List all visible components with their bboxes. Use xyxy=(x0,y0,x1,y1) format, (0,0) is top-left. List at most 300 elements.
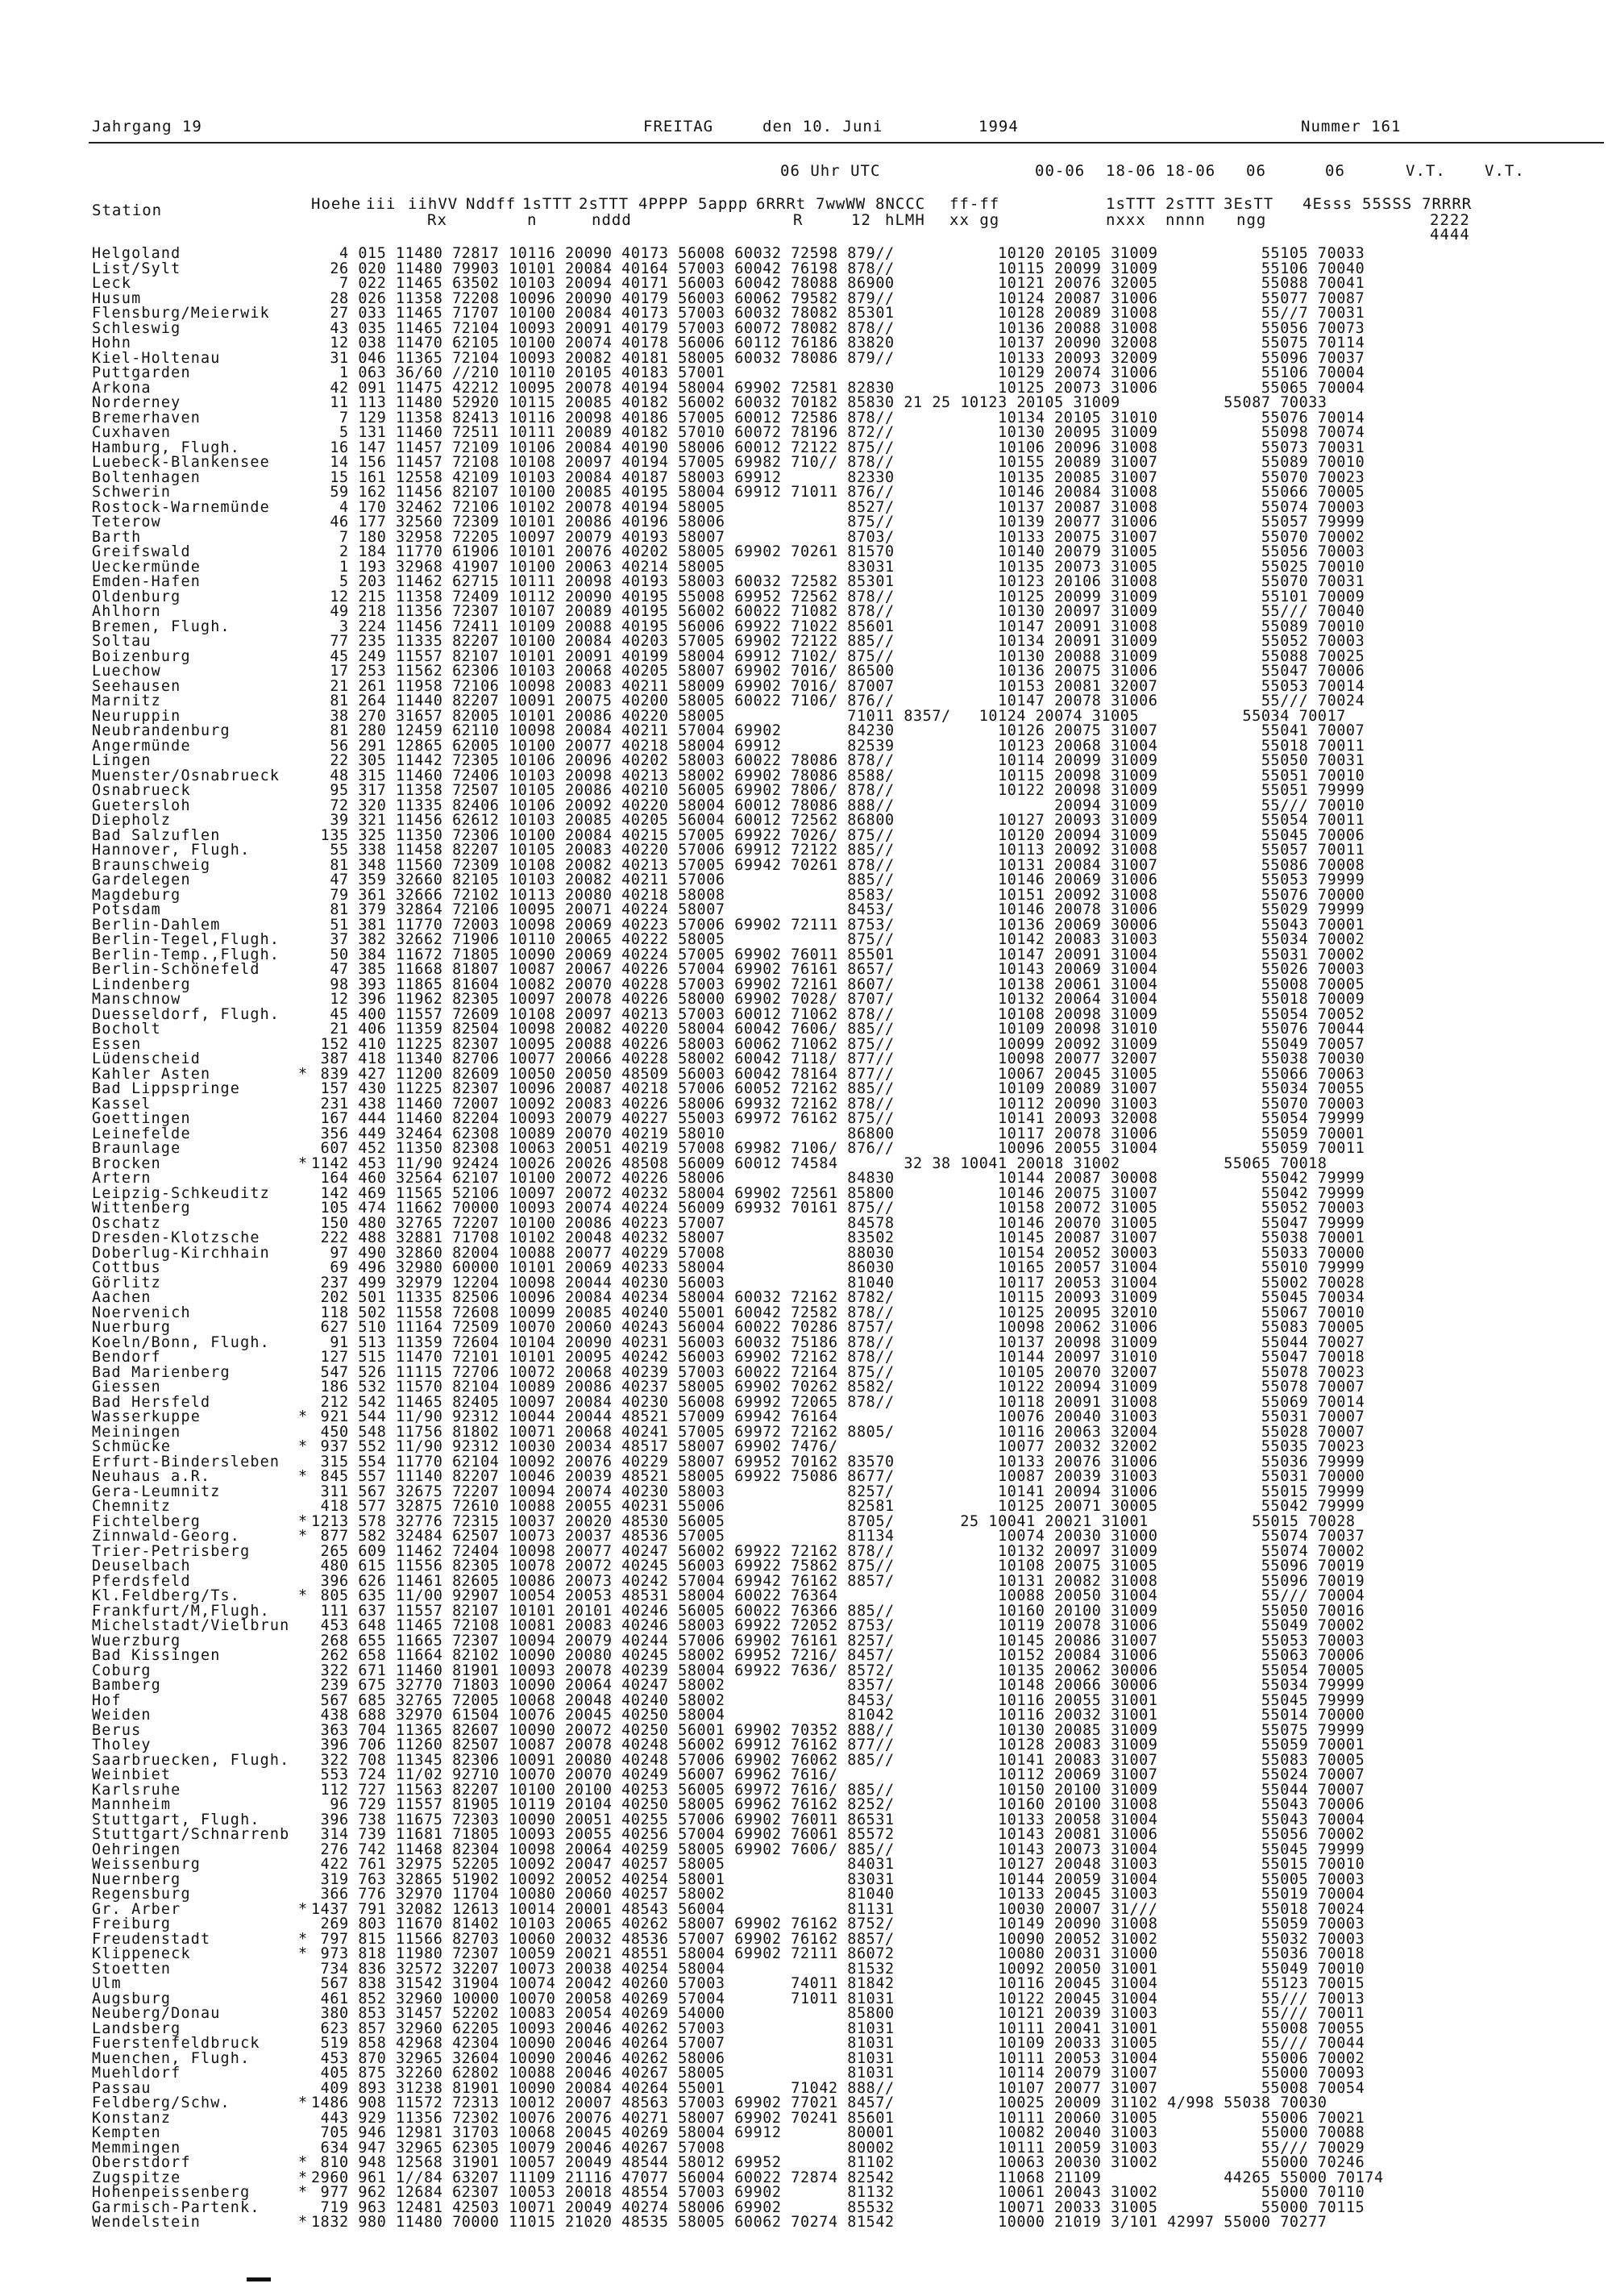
observation-values: 634 947 32965 62305 10079 20046 40267 57008 80002 10111 20059 31003 55/// 70029 xyxy=(311,2139,1365,2157)
station-name: Wuerzburg xyxy=(92,1632,181,1649)
table-row xyxy=(0,1410,1612,1425)
observation-values: 805 635 11/00 92907 10054 20053 48531 58004 60022 76364 10088 20050 31004 55/// 70004 xyxy=(311,1587,1365,1604)
observation-values: 111 637 11557 82107 10101 20101 40246 56005 60022 76366 885// 10160 20100 31009 55050 70016 xyxy=(311,1602,1365,1620)
station-name: Memmingen xyxy=(92,2139,181,2157)
station-name: Neuberg/Donau xyxy=(92,2005,221,2022)
observation-values: 7 180 32958 72205 10097 20079 40193 58007 8703/ 10133 20075 31007 55070 70002 xyxy=(311,528,1365,546)
station-name: Deuselbach xyxy=(92,1558,191,1574)
table-row xyxy=(0,813,1612,829)
table-row xyxy=(0,1499,1612,1515)
station-name: Manschnow xyxy=(92,991,181,1008)
table-row xyxy=(0,1619,1612,1634)
station-name: Fuerstenfeldbruck xyxy=(92,2035,260,2052)
table-row xyxy=(0,784,1612,799)
station-name: Teterow xyxy=(92,514,161,530)
station-name: Kahler Asten xyxy=(92,1065,211,1083)
col-4esss: 4Esss xyxy=(1302,195,1353,213)
col-3estt: 3EsTT xyxy=(1224,195,1274,213)
observation-values: 547 526 11115 72706 10072 20068 40239 57003 60022 72164 875// 10105 20070 32007 55078 70023 xyxy=(311,1363,1365,1381)
observation-values: 265 609 11462 72404 10098 20077 40247 56002 69922 72162 878// 10132 20097 31009 55074 70002 xyxy=(311,1542,1365,1560)
station-name: Doberlug-Kirchhain xyxy=(92,1244,270,1262)
station-name: Stuttgart, Flugh. xyxy=(92,1811,260,1828)
table-row xyxy=(0,2156,1612,2171)
table-row xyxy=(0,2007,1612,2022)
observation-values: 95 317 11358 72507 10105 20086 40210 56005 69902 7806/ 878// 10122 20098 31009 55051 79999 xyxy=(311,782,1365,799)
station-table xyxy=(0,247,1612,2231)
mountain-station-marker: * xyxy=(298,1468,308,1485)
observation-values: 72 320 11335 82406 10106 20092 40220 58004 60012 78086 888// 20094 31009 55/// 70010 xyxy=(311,797,1365,814)
observation-time-label: 06 Uhr UTC xyxy=(780,162,881,180)
station-name: Luebeck-Blankensee xyxy=(92,454,270,471)
table-row xyxy=(0,247,1612,262)
observation-values: 97 490 32860 82004 10088 20077 40229 57008 88030 10154 20052 30003 55033 70000 xyxy=(311,1244,1365,1262)
table-row xyxy=(0,1350,1612,1366)
observation-values: 810 948 12568 31901 10057 20049 48544 58012 69952 81102 10063 20030 31002 55000 70246 xyxy=(311,2154,1365,2171)
observation-values: 977 962 12684 62307 10053 20018 48554 57003 69902 81132 10061 20043 31002 55000 70110 xyxy=(311,2184,1365,2201)
station-name: Braunlage xyxy=(92,1140,181,1157)
station-name: Bremerhaven xyxy=(92,409,201,426)
station-name: Cottbus xyxy=(92,1259,161,1276)
observation-values: 314 739 11681 71805 10093 20055 40256 57004 69902 76061 85572 10143 20081 31006 55056 70002 xyxy=(311,1826,1365,1843)
table-row xyxy=(0,1171,1612,1187)
table-row xyxy=(0,1828,1612,1843)
table-row xyxy=(0,306,1612,322)
mountain-station-marker: * xyxy=(298,1438,308,1455)
period-label: 18-06 xyxy=(1165,162,1216,180)
table-row xyxy=(0,1678,1612,1694)
station-name: Pferdsfeld xyxy=(92,1572,191,1590)
observation-values: 14 156 11457 72108 10108 20097 40194 57005 69982 710// 878// 10155 20089 31007 55089 70010 xyxy=(311,454,1365,471)
col-55sss: 55SSS xyxy=(1362,195,1413,213)
station-name: Freiburg xyxy=(92,1915,172,1932)
station-name: Feldberg/Schw. xyxy=(92,2094,231,2111)
observation-values: 1486 908 11572 72313 10012 20007 48563 57003 69902 77021 8457/ 10025 20009 31102 4/998 55038 70030 xyxy=(311,2094,1327,2111)
station-name: Meiningen xyxy=(92,1423,181,1441)
col-1sttt-sub: n xyxy=(527,211,538,229)
table-row xyxy=(0,992,1612,1008)
table-row xyxy=(0,1321,1612,1336)
col-4pppp: 4PPPP xyxy=(638,195,689,213)
station-name: Bendorf xyxy=(92,1349,161,1366)
observation-values: 21 261 11958 72106 10098 20083 40211 58009 69902 7016/ 87007 10153 20081 32007 55053 70014 xyxy=(311,677,1365,695)
observation-values: 409 893 31238 81901 10090 20084 40264 55001 71042 888// 10107 20077 31007 55008 70054 xyxy=(311,2079,1365,2097)
station-name: Muehldorf xyxy=(92,2065,181,2082)
station-name: Oberstdorf xyxy=(92,2154,191,2171)
station-name: Ulm xyxy=(92,1975,122,1992)
station-name: Oldenburg xyxy=(92,588,181,605)
station-name: Artern xyxy=(92,1170,152,1187)
station-name: Frankfurt/M,Flugh. xyxy=(92,1602,270,1620)
table-row xyxy=(0,575,1612,590)
station-name: Arkona xyxy=(92,379,152,397)
station-name: Muenster/Osnabrueck xyxy=(92,767,280,784)
observation-values: 118 502 11558 72608 10099 20085 40240 55001 60042 72582 878// 10125 20095 32010 55067 70010 xyxy=(311,1304,1365,1321)
table-row xyxy=(0,1529,1612,1545)
observation-values: 7 022 11465 63502 10103 20094 40171 56003 60042 78088 86900 10121 20076 32005 55088 70041 xyxy=(311,275,1365,292)
col-1sttt-b-sub: nxxx xyxy=(1106,211,1146,229)
table-row xyxy=(0,1082,1612,1097)
observation-values: 22 305 11442 72305 10106 20096 40202 58003 60022 78086 878// 10114 20099 31009 55050 70031 xyxy=(311,752,1365,769)
table-row xyxy=(0,1559,1612,1574)
observation-values: 461 852 32960 10000 10070 20058 40269 57004 71011 81031 10122 20045 31004 55/// 70013 xyxy=(311,1990,1365,2007)
observation-values: 422 761 32975 52205 10092 20047 40257 58005 84031 10127 20048 31003 55015 70010 xyxy=(311,1856,1365,1873)
observation-values: 268 655 11665 72307 10094 20079 40244 57006 69902 76161 8257/ 10145 20086 31007 55053 70003 xyxy=(311,1632,1365,1649)
table-row xyxy=(0,754,1612,769)
col-7wwww: 7wwWW xyxy=(816,195,866,213)
observation-values: 69 496 32980 60000 10101 20069 40233 58004 86030 10165 20057 31004 55010 79999 xyxy=(311,1259,1365,1276)
col-2sttt: 2sTTT xyxy=(579,195,629,213)
station-name: Berus xyxy=(92,1721,142,1739)
station-name: Flensburg/Meierwik xyxy=(92,305,270,322)
station-name: Regensburg xyxy=(92,1886,191,1903)
observation-values: 43 035 11465 72104 10093 20091 40179 57003 60072 78082 878// 10136 20088 31008 55056 70073 xyxy=(311,319,1365,337)
station-name: Kempten xyxy=(92,2124,161,2141)
station-name: Koeln/Bonn, Flugh. xyxy=(92,1333,270,1351)
mountain-station-marker: * xyxy=(298,2214,308,2231)
year-label: 1994 xyxy=(978,118,1019,135)
observation-values: 7 129 11358 82413 10116 20098 40186 57005 60012 72586 878// 10134 20105 31010 55076 70014 xyxy=(311,409,1365,426)
station-name: List/Sylt xyxy=(92,260,181,277)
scan-edge-mark xyxy=(247,2277,271,2281)
station-name: Chemnitz xyxy=(92,1498,172,1515)
table-row xyxy=(0,1798,1612,1813)
observation-values: 1 193 32968 41907 10100 20063 40214 58005 83031 10135 20073 31005 55025 70010 xyxy=(311,558,1365,576)
station-name: Hamburg, Flugh. xyxy=(92,439,241,456)
observation-values: 366 776 32970 11704 10080 20060 40257 58002 81040 10133 20045 31003 55019 70004 xyxy=(311,1886,1365,1903)
observation-values: 31 046 11365 72104 10093 20082 40181 58005 60032 78086 879// 10133 20093 32009 55096 70037 xyxy=(311,349,1365,367)
observation-values: 11 113 11480 52920 10115 20085 40182 56002 60032 70182 85830 21 25 10123 20105 31009 55087 70033 xyxy=(311,394,1327,411)
station-name: Passau xyxy=(92,2079,152,2097)
observation-values: 56 291 12865 62005 10100 20077 40218 58004 69912 82539 10123 20068 31004 55018 70011 xyxy=(311,737,1365,755)
observation-values: 96 729 11557 81905 10119 20104 40250 58005 69962 76162 8252/ 10160 20100 31008 55043 70006 xyxy=(311,1796,1365,1813)
observation-values: 51 381 11770 72003 10098 20069 40223 57006 69902 72111 8753/ 10136 20069 30006 55043 70001 xyxy=(311,916,1365,934)
observation-values: 81 379 32864 72106 10095 20071 40224 58007 8453/ 10146 20078 31006 55029 79999 xyxy=(311,901,1365,918)
station-name: Hohenpeissenberg xyxy=(92,2184,251,2201)
observation-values: 150 480 32765 72207 10100 20086 40223 57007 84578 10146 20070 31005 55047 79999 xyxy=(311,1214,1365,1232)
col-8nccc-sub: hLMH xyxy=(885,211,925,229)
table-row xyxy=(0,1201,1612,1217)
station-name: Hof xyxy=(92,1691,122,1709)
observation-values: 319 763 32865 51902 10092 20052 40254 58001 83031 10144 20059 31004 55005 70003 xyxy=(311,1870,1365,1888)
observation-values: 202 501 11335 82506 10096 20084 40234 58004 60032 72162 8782/ 10115 20093 31009 55045 70034 xyxy=(311,1289,1365,1306)
table-row xyxy=(0,1887,1612,1903)
station-name: Zinnwald-Georg. xyxy=(92,1528,241,1545)
observation-values: 39 321 11456 62612 10103 20085 40205 56004 60012 72562 86800 10127 20093 31009 55054 70011 xyxy=(311,812,1365,829)
issue-number: Nummer 161 xyxy=(1301,118,1402,135)
table-row xyxy=(0,336,1612,351)
table-row xyxy=(0,2066,1612,2082)
observation-values: 405 875 32260 62802 10088 20046 40267 58005 81031 10114 20079 31007 55000 70093 xyxy=(311,2065,1365,2082)
observation-values: 450 548 11756 81802 10071 20068 40241 57005 69972 72162 8805/ 10116 20063 32004 55028 70007 xyxy=(311,1423,1365,1441)
table-row xyxy=(0,1291,1612,1306)
observation-values: 15 161 12558 42109 10103 20084 40187 58003 69912 82330 10135 20085 31007 55070 70023 xyxy=(311,468,1365,486)
observation-values: 839 427 11200 82609 10050 20050 48509 56003 60042 78164 877// 10067 20045 31005 55066 70063 xyxy=(311,1065,1365,1083)
observation-values: 396 738 11675 72303 10090 20051 40255 57006 69902 76011 86531 10133 20058 31004 55043 70004 xyxy=(311,1811,1365,1828)
table-row xyxy=(0,2126,1612,2141)
observation-values: 127 515 11470 72101 10101 20095 40242 56003 69902 72162 878// 10144 20097 31010 55047 70018 xyxy=(311,1349,1365,1366)
table-row xyxy=(0,455,1612,471)
observation-values: 49 218 11356 72307 10107 20089 40195 56002 60022 71082 878// 10130 20097 31009 55/// 70040 xyxy=(311,603,1365,620)
station-name: Goettingen xyxy=(92,1110,191,1127)
table-row xyxy=(0,277,1612,292)
mountain-station-marker: * xyxy=(298,1154,308,1172)
station-name: Bad Hersfeld xyxy=(92,1393,211,1411)
mountain-station-marker: * xyxy=(298,1945,308,1962)
station-name: Neuhaus a.R. xyxy=(92,1468,211,1485)
station-name: Osnabrueck xyxy=(92,782,191,799)
observation-values: 237 499 32979 12204 10098 20044 40230 56003 81040 10117 20053 31004 55002 70028 xyxy=(311,1274,1365,1292)
station-name: Wasserkuppe xyxy=(92,1408,201,1425)
observation-values: 45 400 11557 72609 10108 20097 40213 57003 60012 71062 878// 10108 20098 31009 55054 70052 xyxy=(311,1005,1365,1023)
period-label: 06 xyxy=(1325,162,1345,180)
station-name: Norderney xyxy=(92,394,181,411)
station-name: Boltenhagen xyxy=(92,468,201,486)
observation-values: 322 671 11460 81901 10093 20078 40239 58004 69922 7636/ 8572/ 10135 20062 30006 55054 70005 xyxy=(311,1662,1365,1679)
station-name: Bocholt xyxy=(92,1021,161,1038)
table-row xyxy=(0,1977,1612,1992)
observation-values: 164 460 32564 62107 10100 20072 40226 58006 84830 10144 20087 30008 55042 79999 xyxy=(311,1170,1365,1187)
station-name: Erfurt-Bindersleben xyxy=(92,1453,280,1470)
station-name: Ahlhorn xyxy=(92,603,161,620)
station-name: Schwerin xyxy=(92,484,172,501)
station-name: Klippeneck xyxy=(92,1945,191,1962)
station-name: Tholey xyxy=(92,1737,152,1753)
mountain-station-marker: * xyxy=(298,1528,308,1545)
station-name: Zugspitze xyxy=(92,2169,181,2186)
station-name: Berlin-Schönefeld xyxy=(92,961,260,978)
station-name: Fichtelberg xyxy=(92,1512,201,1530)
station-name: Landsberg xyxy=(92,2019,181,2037)
station-name: Kl.Feldberg/Ts. xyxy=(92,1587,241,1604)
observation-values: 262 658 11664 82102 10090 20080 40245 58002 69952 7216/ 8457/ 10152 20084 31006 55063 70006 xyxy=(311,1647,1365,1664)
observation-values: 418 577 32875 72610 10088 20055 40231 55006 82581 10125 20071 30005 55042 79999 xyxy=(311,1498,1365,1515)
station-name: Weissenburg xyxy=(92,1856,201,1873)
col-iihvv-sub: Rx xyxy=(427,211,447,229)
observation-values: 480 615 11556 82305 10078 20072 40245 56003 69922 75862 875// 10108 20075 31005 55096 70019 xyxy=(311,1558,1365,1574)
table-row xyxy=(0,664,1612,680)
mountain-station-marker: * xyxy=(298,2169,308,2186)
table-row xyxy=(0,1142,1612,1157)
observation-values: 1437 791 32082 12613 10014 20001 48543 56004 81131 10030 20007 31/// 55018 70024 xyxy=(311,1900,1365,1918)
observation-values: 797 815 11566 82703 10060 20032 48536 57007 69902 76162 8857/ 10090 20052 31002 55032 70003 xyxy=(311,1930,1365,1948)
volume-label: Jahrgang 19 xyxy=(92,118,202,135)
observation-values: 438 688 32970 61504 10076 20045 40250 58004 81042 10116 20032 31001 55014 70000 xyxy=(311,1707,1365,1724)
observation-values: 17 253 11562 62306 10103 20068 40205 58007 69902 7016/ 86500 10136 20075 31006 55047 70006 xyxy=(311,663,1365,680)
station-name: Berlin-Temp.,Flugh. xyxy=(92,946,280,963)
period-label: 06 xyxy=(1246,162,1266,180)
station-name: Schleswig xyxy=(92,319,181,337)
observation-values: 38 270 31657 82005 10101 20086 40220 58005 71011 8357/ 10124 20074 31005 55034 70017 xyxy=(311,707,1346,725)
station-name: Konstanz xyxy=(92,2109,172,2127)
station-name: Cuxhaven xyxy=(92,424,172,441)
col-7rrrr-sub1: 2222 xyxy=(1430,211,1470,229)
table-row xyxy=(0,2096,1612,2111)
station-name: Seehausen xyxy=(92,677,181,695)
observation-values: 623 857 32960 62205 10093 20046 40262 57003 81031 10111 20041 31001 55008 70055 xyxy=(311,2019,1365,2037)
observation-values: 553 724 11/02 92710 10070 20070 40249 56007 69962 7616/ 10112 20069 31007 55024 70007 xyxy=(311,1766,1365,1783)
observation-values: 231 438 11460 72007 10092 20083 40226 58006 69932 72162 878// 10112 20090 31003 55070 70003 xyxy=(311,1095,1365,1113)
table-row xyxy=(0,1917,1612,1932)
table-row xyxy=(0,903,1612,918)
table-row xyxy=(0,515,1612,530)
observation-values: 567 838 31542 31904 10074 20042 40260 57003 74011 81842 10116 20045 31004 55123 70015 xyxy=(311,1975,1365,1992)
table-row xyxy=(0,1112,1612,1127)
observation-values: 48 315 11460 72406 10103 20098 40213 58002 69902 78086 8588/ 10115 20098 31009 55051 70010 xyxy=(311,767,1365,784)
observation-values: 37 382 32662 71906 10110 20065 40222 58005 875// 10142 20083 31003 55034 70002 xyxy=(311,931,1365,948)
station-name: Freudenstadt xyxy=(92,1930,211,1948)
col-iii: iii xyxy=(366,195,397,213)
observation-values: 135 325 11350 72306 10100 20084 40215 57005 69922 7026/ 875// 10120 20094 31009 55045 70006 xyxy=(311,826,1365,844)
station-name: Neuruppin xyxy=(92,707,181,725)
date-label: den 10. Juni xyxy=(762,118,883,135)
station-name: Mannheim xyxy=(92,1796,172,1813)
header-rule xyxy=(89,142,1604,144)
station-name: Stuttgart/Schnarrenb xyxy=(92,1826,290,1843)
station-name: Hannover, Flugh. xyxy=(92,842,251,859)
mountain-station-marker: * xyxy=(298,2184,308,2201)
observation-values: 142 469 11565 52106 10097 20072 40232 58004 69902 72561 85800 10146 20075 31007 55042 79999 xyxy=(311,1184,1365,1202)
observation-values: 98 393 11865 81604 10082 20070 40228 57003 69902 72161 8607/ 10138 20061 31004 55008 70005 xyxy=(311,975,1365,993)
observation-values: 81 280 12459 62110 10098 20084 40211 57004 69902 84230 10126 20075 31007 55041 70007 xyxy=(311,722,1365,739)
col-iihvv: iihVV xyxy=(408,195,459,213)
table-row xyxy=(0,485,1612,501)
station-name: Karlsruhe xyxy=(92,1781,181,1799)
observation-values: 5 203 11462 62715 10111 20098 40193 58003 60032 72582 85301 10123 20106 31008 55070 70031 xyxy=(311,573,1365,590)
station-name: Nuerburg xyxy=(92,1319,172,1336)
observation-values: 1 063 36/60 //210 10110 20105 40183 57001 10129 20074 31006 55106 70004 xyxy=(311,364,1365,381)
observation-values: 1142 453 11/90 92424 10026 20026 48508 56009 60012 74584 32 38 10041 20018 31002 55065 70018 xyxy=(311,1154,1327,1172)
station-name: Luechow xyxy=(92,663,161,680)
mountain-station-marker: * xyxy=(298,1065,308,1083)
observation-values: 877 582 32484 62507 10073 20037 48536 57005 81134 10074 20030 31000 55074 70037 xyxy=(311,1528,1365,1545)
table-row xyxy=(0,1380,1612,1395)
observation-values: 3 224 11456 72411 10109 20088 40195 56006 69922 71022 85601 10147 20091 31008 55089 70010 xyxy=(311,618,1365,635)
observation-values: 42 091 11475 42212 10095 20078 40194 58004 69902 72581 82830 10125 20073 31006 55065 70004 xyxy=(311,379,1365,397)
col-3estt-sub: ngg xyxy=(1236,211,1267,229)
observation-values: 79 361 32666 72102 10113 20080 40218 58008 8583/ 10151 20092 31008 55076 70000 xyxy=(311,886,1365,904)
station-name: Schmücke xyxy=(92,1438,172,1455)
table-row xyxy=(0,873,1612,888)
observation-values: 12 038 11470 62105 10100 20074 40178 56006 60112 76186 83820 10137 20090 32008 55075 70114 xyxy=(311,335,1365,351)
col-7rrrr: 7RRRR xyxy=(1422,195,1473,213)
table-row xyxy=(0,1947,1612,1962)
station-name: Helgoland xyxy=(92,245,181,262)
station-name: Oschatz xyxy=(92,1214,161,1232)
station-name: Wittenberg xyxy=(92,1200,191,1217)
table-row xyxy=(0,1261,1612,1276)
station-name: Puttgarden xyxy=(92,364,191,381)
station-name: Brocken xyxy=(92,1154,161,1172)
observation-values: 152 410 11225 82307 10095 20088 40226 58003 60062 71062 875// 10099 20092 31009 55049 70057 xyxy=(311,1035,1365,1053)
station-name: Magdeburg xyxy=(92,886,181,904)
table-row xyxy=(0,605,1612,620)
station-name: Essen xyxy=(92,1035,142,1053)
col-8nccc: 8NCCC xyxy=(875,195,926,213)
observation-values: 2960 961 1//84 63207 11109 21116 47077 56004 60022 72874 82542 11068 21109 44265 55000 70174 xyxy=(311,2169,1384,2186)
observation-values: 719 963 12481 42503 10071 20049 40274 58006 69902 85532 10071 20033 31005 55000 70115 xyxy=(311,2198,1365,2216)
observation-values: 55 338 11458 82207 10105 20083 40220 57006 69912 72122 885// 10113 20092 31008 55057 70011 xyxy=(311,842,1365,859)
mountain-station-marker: * xyxy=(298,1587,308,1604)
observation-values: 4 015 11480 72817 10116 20090 40173 56008 60032 72598 879// 10120 20105 31009 55105 70033 xyxy=(311,245,1365,262)
observation-values: 453 648 11465 72108 10081 20083 40246 58003 69922 72052 8753/ 10119 20078 31006 55049 70002 xyxy=(311,1617,1365,1634)
station-name: Angermünde xyxy=(92,737,191,755)
observation-values: 46 177 32560 72309 10101 20086 40196 58006 875// 10139 20077 31006 55057 79999 xyxy=(311,514,1365,530)
observation-values: 363 704 11365 82607 10090 20072 40250 56001 69902 70352 888// 10130 20085 31009 55075 79999 xyxy=(311,1721,1365,1739)
observation-values: 443 929 11356 72302 10076 20076 40271 58007 69902 70241 85601 10111 20060 31005 55006 70021 xyxy=(311,2109,1365,2127)
observation-values: 50 384 11672 71805 10090 20069 40224 57005 69902 76011 85501 10147 20091 31004 55031 70002 xyxy=(311,946,1365,963)
observation-values: 12 215 11358 72409 10112 20090 40195 55008 69952 72562 878// 10125 20099 31009 55101 70009 xyxy=(311,588,1365,605)
observation-values: 269 803 11670 81402 10103 20065 40262 58007 69902 76162 8752/ 10149 20090 31008 55059 70003 xyxy=(311,1915,1365,1932)
observation-values: 1213 578 32776 72315 10037 20020 48530 56005 8705/ 25 10041 20021 31001 55015 70028 xyxy=(311,1512,1356,1530)
observation-values: 387 418 11340 82706 10077 20066 40228 58002 60042 7118/ 877// 10098 20077 32007 55038 70030 xyxy=(311,1050,1365,1067)
station-name: Boizenburg xyxy=(92,647,191,665)
observation-values: 81 264 11440 82207 10091 20075 40200 58005 60022 7106/ 876// 10147 20078 31006 55/// 70024 xyxy=(311,693,1365,709)
observation-values: 167 444 11460 82204 10093 20079 40227 55003 69972 76162 875// 10141 20093 32008 55054 79999 xyxy=(311,1110,1365,1127)
period-label: V.T. xyxy=(1406,162,1446,180)
observation-values: 222 488 32881 71708 10102 20048 40232 58007 83502 10145 20087 31007 55038 70001 xyxy=(311,1229,1365,1246)
observation-values: 2 184 11770 61906 10101 20076 40202 58005 69902 70261 81570 10140 20079 31005 55056 70003 xyxy=(311,543,1365,560)
observation-values: 607 452 11350 82308 10063 20051 40219 57008 69982 7106/ 876// 10096 20055 31004 55059 70011 xyxy=(311,1140,1365,1157)
observation-values: 212 542 11465 82405 10097 20084 40230 56008 69992 72065 878// 10118 20091 31008 55069 70014 xyxy=(311,1393,1365,1411)
station-name: Bad Salzuflen xyxy=(92,826,221,844)
station-name: Noervenich xyxy=(92,1304,191,1321)
col-station: Station xyxy=(92,202,163,219)
station-name: Oehringen xyxy=(92,1841,181,1858)
col-1sttt-b: 1sTTT xyxy=(1106,195,1157,213)
observation-values: 21 406 11359 82504 10098 20082 40220 58004 60042 7606/ 885// 10109 20098 31010 55076 70044 xyxy=(311,1021,1365,1038)
station-name: Diepholz xyxy=(92,812,172,829)
station-name: Gr. Arber xyxy=(92,1900,181,1918)
observation-values: 47 385 11668 81807 10087 20067 40226 57004 69902 76161 8657/ 10143 20069 31004 55026 70003 xyxy=(311,961,1365,978)
station-name: Gardelegen xyxy=(92,871,191,888)
station-name: Potsdam xyxy=(92,901,161,918)
table-row xyxy=(0,2036,1612,2052)
station-name: Garmisch-Partenk. xyxy=(92,2198,260,2216)
observation-values: 186 532 11570 82104 10089 20086 40237 58005 69902 70262 8582/ 10122 20094 31009 55078 70007 xyxy=(311,1379,1365,1395)
observation-values: 973 818 11980 72307 10059 20021 48551 58004 69902 72111 86072 10080 20031 31000 55036 70018 xyxy=(311,1945,1365,1962)
station-name: Görlitz xyxy=(92,1274,161,1292)
station-name: Augsburg xyxy=(92,1990,172,2007)
station-name: Greifswald xyxy=(92,543,191,560)
observation-values: 396 626 11461 82605 10086 20073 40242 57004 69942 76162 8857/ 10131 20082 31008 55096 70019 xyxy=(311,1572,1365,1590)
observation-values: 4 170 32462 72106 10102 20078 40194 58005 8527/ 10137 20087 31008 55074 70003 xyxy=(311,498,1365,516)
observation-values: 315 554 11770 62104 10092 20076 40229 58007 69952 70162 83570 10133 20076 31006 55036 79999 xyxy=(311,1453,1365,1470)
table-row xyxy=(0,1649,1612,1664)
period-label: 00-06 xyxy=(1035,162,1086,180)
observation-values: 519 858 42968 42304 10090 20046 40264 57007 81031 10109 20033 31005 55/// 70044 xyxy=(311,2035,1365,2052)
station-name: Bad Kissingen xyxy=(92,1647,221,1664)
station-name: Leinefelde xyxy=(92,1125,191,1142)
station-name: Michelstadt/Vielbrun xyxy=(92,1617,290,1634)
station-name: Ueckermünde xyxy=(92,558,201,576)
col-6rrrt-sub: R xyxy=(793,211,804,229)
observation-values: 112 727 11563 82207 10100 20100 40253 56005 69972 7616/ 885// 10150 20100 31009 55044 70007 xyxy=(311,1781,1365,1799)
observation-values: 1832 980 11480 70000 11015 21020 48535 58005 60062 70274 81542 10000 21019 3/101 42997 55000 70277 xyxy=(311,2214,1327,2231)
station-name: Marnitz xyxy=(92,693,161,709)
observation-values: 81 348 11560 72309 10108 20082 40213 57005 69942 70261 878// 10131 20084 31007 55086 70008 xyxy=(311,856,1365,874)
col-hoehe: Hoehe xyxy=(311,195,362,213)
col-7rrrr-sub2: 4444 xyxy=(1430,226,1470,243)
observation-values: 26 020 11480 79903 10101 20084 40164 57003 60042 76198 878// 10115 20099 31009 55106 70040 xyxy=(311,260,1365,277)
mountain-station-marker: * xyxy=(298,1408,308,1425)
col-2sttt-b-sub: nnnn xyxy=(1165,211,1206,229)
col-ff-ff: ff-ff xyxy=(949,195,1000,213)
col-2sttt-sub: nddd xyxy=(592,211,632,229)
table-row xyxy=(0,843,1612,859)
station-name: Lüdenscheid xyxy=(92,1050,201,1067)
station-name: Guetersloh xyxy=(92,797,191,814)
station-name: Braunschweig xyxy=(92,856,211,874)
